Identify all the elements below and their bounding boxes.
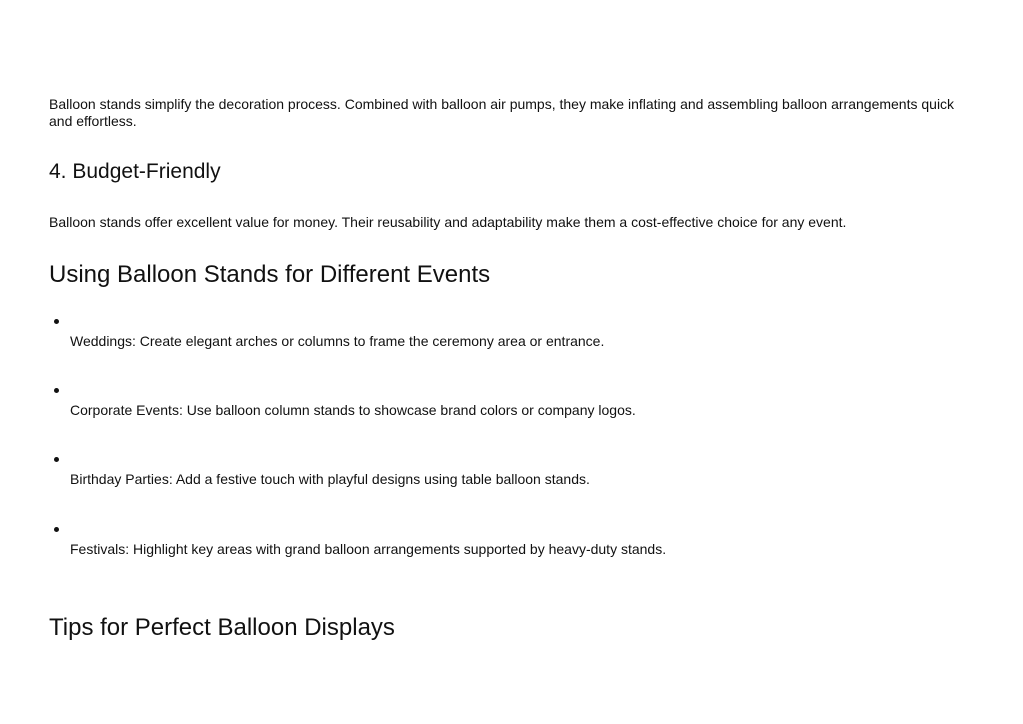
- budget-heading: 4. Budget-Friendly: [49, 160, 221, 183]
- list-item-text: Birthday Parties: Add a festive touch with playful designs using table balloon stands.: [70, 471, 590, 487]
- list-item-text: Corporate Events: Use balloon column stands to showcase brand colors or company logos.: [70, 402, 636, 418]
- tips-heading: Tips for Perfect Balloon Displays: [49, 614, 395, 641]
- list-item-text: Weddings: Create elegant arches or columns to frame the ceremony area or entrance.: [70, 333, 605, 349]
- list-item-text: Festivals: Highlight key areas with grand balloon arrangements supported by heavy-duty stands.: [70, 541, 667, 557]
- list-item: [49, 457, 969, 497]
- bullet-icon: [54, 388, 59, 393]
- bullet-icon: [54, 527, 59, 532]
- list-item: [49, 388, 969, 428]
- budget-paragraph: Balloon stands offer excellent value for money. Their reusability and adaptability make them a cost-effective choice for any event.: [49, 214, 847, 230]
- events-heading: Using Balloon Stands for Different Events: [49, 261, 491, 288]
- list-item: [49, 527, 969, 567]
- bullet-icon: [54, 319, 59, 324]
- intro-paragraph: Balloon stands simplify the decoration process. Combined with balloon air pumps, they make inflating and assembling balloon arrangements quick and effortless.: [49, 96, 955, 129]
- list-item: [49, 319, 969, 359]
- bullet-icon: [54, 457, 59, 462]
